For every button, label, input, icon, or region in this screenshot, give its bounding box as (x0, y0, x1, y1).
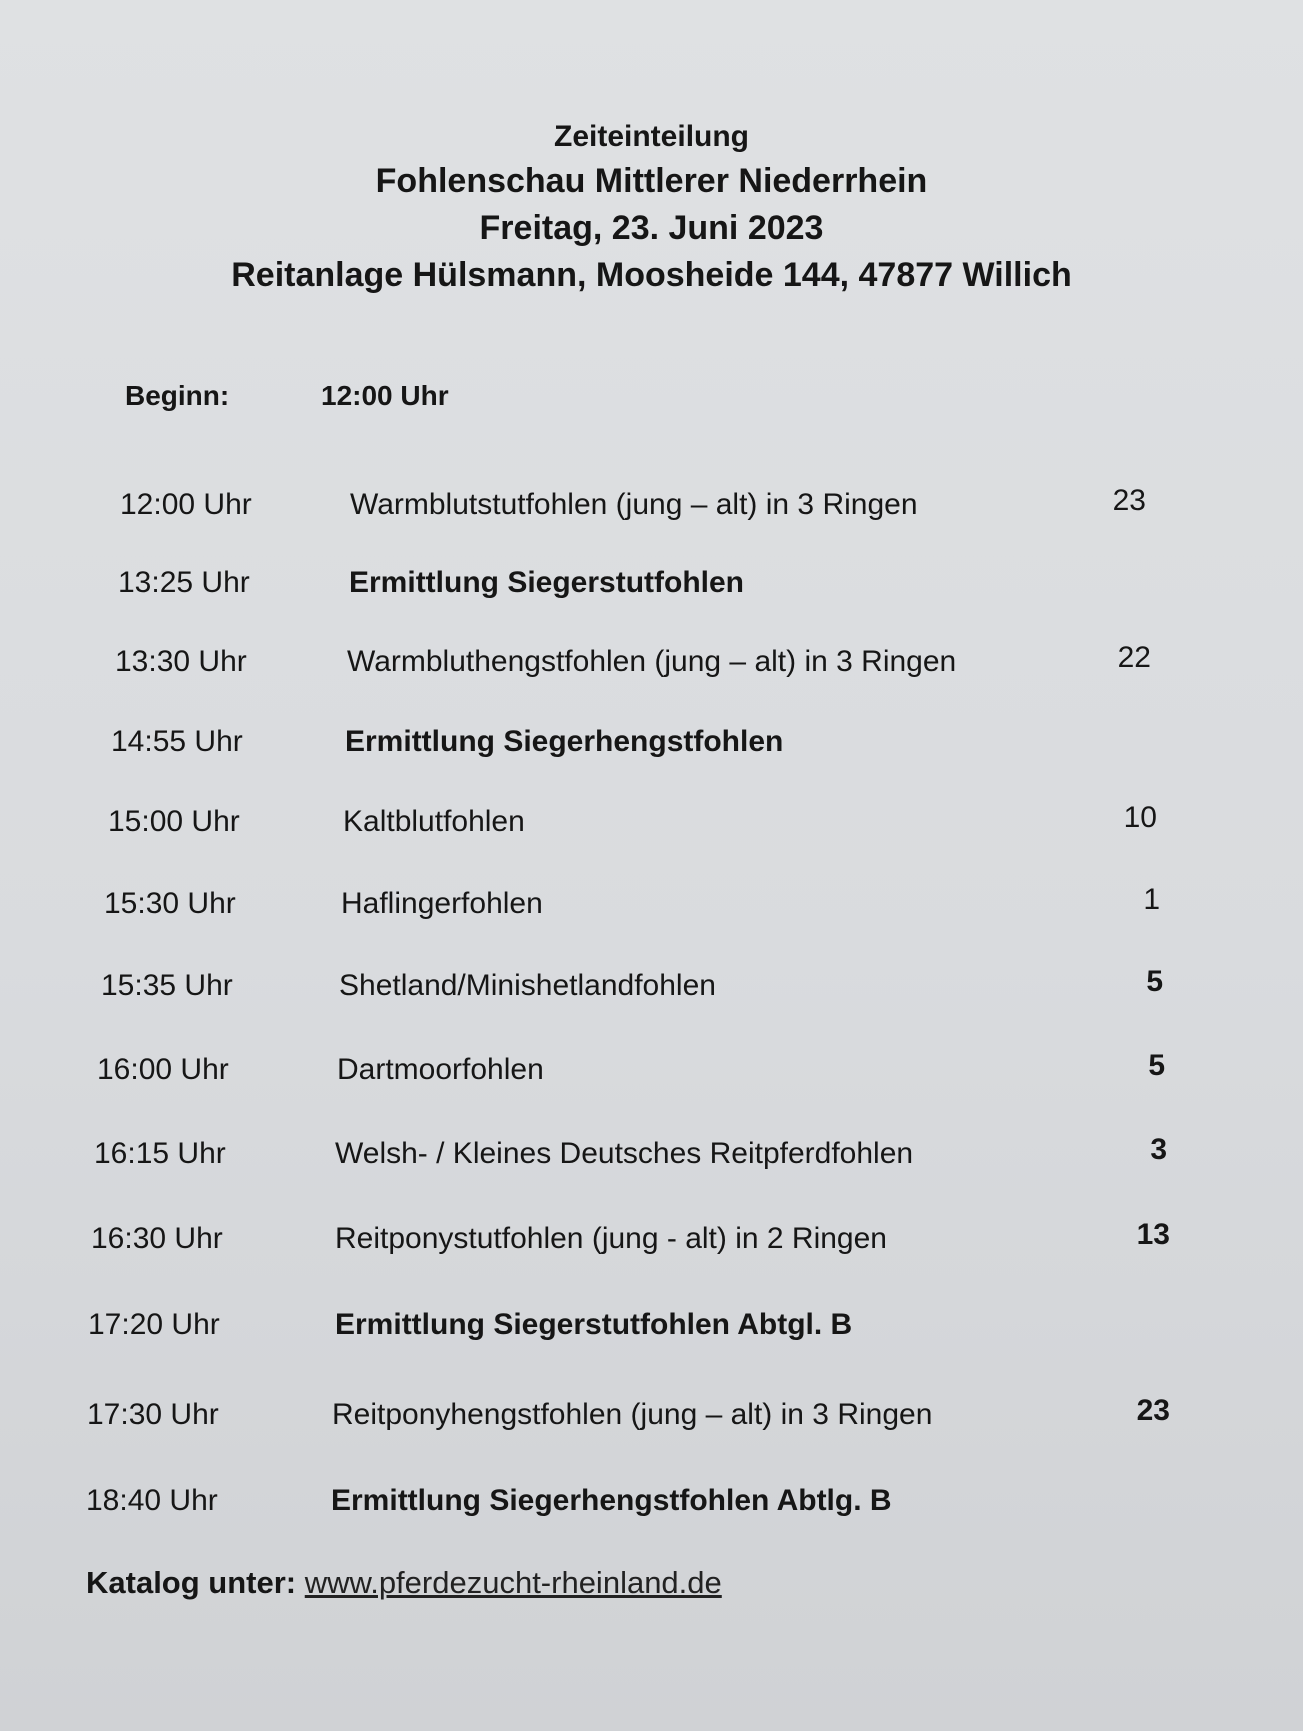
schedule-row (0, 1218, 1303, 1306)
row-description: Dartmoorfohlen (337, 1053, 544, 1086)
row-time: 13:25 Uhr (118, 566, 250, 599)
row-description: Ermittlung Siegerstutfohlen (349, 566, 745, 599)
schedule-row (0, 641, 1303, 729)
row-time: 15:00 Uhr (108, 805, 240, 838)
row-description: Reitponystutfohlen (jung - alt) in 2 Ringen (335, 1222, 887, 1255)
row-count: 23 (1112, 484, 1146, 517)
header-date: Freitag, 23. Juni 2023 (479, 209, 824, 247)
row-description: Ermittlung Siegerhengstfohlen Abtlg. B (331, 1484, 892, 1517)
header-title: Zeiteinteilung (554, 120, 749, 153)
catalog-link[interactable]: www.pferdezucht-rheinland.de (304, 1565, 722, 1600)
document-header (0, 120, 1303, 303)
begin-label: Beginn: (125, 380, 230, 411)
row-count: 5 (1146, 965, 1163, 998)
row-description: Reitponyhengstfohlen (jung – alt) in 3 Ringen (332, 1398, 933, 1431)
schedule-row (0, 1308, 1303, 1392)
row-description: Kaltblutfohlen (343, 805, 525, 838)
row-count: 23 (1136, 1394, 1170, 1427)
begin-line (125, 380, 449, 412)
row-time: 12:00 Uhr (120, 488, 252, 521)
row-time: 16:30 Uhr (91, 1222, 223, 1255)
schedule-row (0, 566, 1303, 650)
schedule-row (0, 1133, 1303, 1221)
catalog-label: Katalog unter: (86, 1565, 297, 1600)
row-time: 15:35 Uhr (101, 969, 233, 1002)
row-time: 14:55 Uhr (111, 725, 243, 758)
schedule-row (0, 883, 1303, 971)
row-count: 10 (1123, 801, 1157, 834)
row-description: Ermittlung Siegerhengstfohlen (345, 725, 784, 758)
row-count: 22 (1117, 641, 1151, 674)
row-time: 17:30 Uhr (87, 1398, 219, 1431)
schedule-row (0, 965, 1303, 1053)
schedule-list (0, 484, 1303, 1580)
row-count: 3 (1150, 1133, 1167, 1166)
header-venue: Reitanlage Hülsmann, Moosheide 144, 47877 Willich (231, 256, 1072, 294)
row-description: Warmblutstutfohlen (jung – alt) in 3 Ringen (350, 488, 918, 521)
schedule-row (0, 1049, 1303, 1137)
row-description: Welsh- / Kleines Deutsches Reitpferdfohlen (335, 1137, 914, 1170)
header-event: Fohlenschau Mittlerer Niederrhein (375, 162, 928, 200)
schedule-row (0, 1484, 1303, 1568)
row-description: Haflingerfohlen (341, 887, 543, 920)
schedule-row (0, 484, 1303, 572)
schedule-row (0, 725, 1303, 809)
row-time: 17:20 Uhr (88, 1308, 220, 1341)
schedule-row (0, 801, 1303, 889)
row-time: 13:30 Uhr (115, 645, 247, 678)
row-count: 13 (1136, 1218, 1170, 1251)
row-description: Warmbluthengstfohlen (jung – alt) in 3 Ringen (347, 645, 957, 678)
row-count: 5 (1148, 1049, 1165, 1082)
row-time: 16:15 Uhr (94, 1137, 226, 1170)
row-time: 15:30 Uhr (104, 887, 236, 920)
row-time: 16:00 Uhr (97, 1053, 229, 1086)
begin-time: 12:00 Uhr (321, 380, 449, 411)
row-count: 1 (1143, 883, 1160, 916)
schedule-row (0, 1394, 1303, 1482)
row-description: Ermittlung Siegerstutfohlen Abtgl. B (335, 1308, 853, 1341)
row-time: 18:40 Uhr (86, 1484, 218, 1517)
catalog-footer (86, 1565, 722, 1601)
row-description: Shetland/Minishetlandfohlen (339, 969, 716, 1002)
